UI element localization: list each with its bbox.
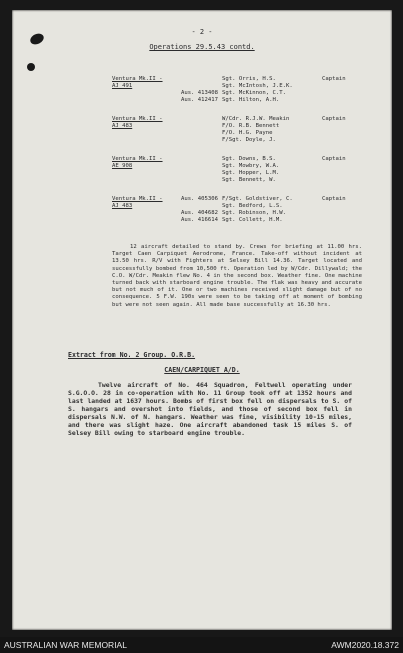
crew-line: Aus. 405306 F/Sgt. Goldstiver, C. Captain: [180, 196, 346, 202]
crew-line: Sgt. Hopper, L.M.: [222, 170, 280, 176]
aircraft-designation: Ventura Mk.II - AJ 483: [112, 116, 163, 129]
archive-footer: [0, 637, 403, 653]
footer-reference: AWM2020.18.372: [331, 640, 399, 650]
page-number: - 2 -: [191, 28, 213, 36]
crew-line: F/O. R.B. Bennett: [222, 123, 280, 129]
punch-hole: [27, 63, 35, 71]
crew-line: Sgt. Mowbry, W.A.: [222, 163, 280, 169]
operations-paragraph: 12 aircraft detailed to stand by. Crews for briefing at 11.00 hrs. Target Caen Carpiquet Aerodrome, France. Take-off without incident at 13.50 hrs. R/V with Fighters at Selsey Bill 14.36. Target located and successfully bombed from 10,500 ft. Operation led by W/Cdr. Dillywald; the C.O. W/Cdr. Meakin flew No. 4 in the second box. Weather fine. One machine turned back with starboard engine trouble. The flak was heavy and accurate but not much of it. One or two machines received slight damage but of no consequence. 5 F.W. 190s were seen to be taking off at moment of bombing but were not seen again. All made base successfully at 16.30 hrs.: [112, 244, 362, 308]
crew-line: F/Sgt. Doyle, J.: [222, 137, 276, 143]
crew-line: Aus. 412417 Sgt. Hilton, A.H.: [180, 97, 280, 103]
crew-line: Sgt. Bedford, L.S.: [222, 203, 283, 209]
aircraft-designation: Ventura Mk.II - AJ 483: [112, 196, 163, 209]
page-heading: Operations 29.5.43 contd.: [149, 43, 255, 51]
crew-line: Sgt. Bennett, W.: [222, 177, 276, 183]
aircraft-designation: Ventura Mk.II - AE 908: [112, 156, 163, 169]
document-page: [12, 10, 392, 630]
crew-list: [170, 156, 360, 184]
crew-line: Sgt. Orris, H.S. Captain: [222, 76, 346, 82]
crew-line: W/Cdr. R.J.W. Meakin Captain: [222, 116, 346, 122]
target-heading: CAEN/CARPIQUET A/D.: [164, 366, 240, 374]
crew-line: Sgt. Downs, B.S. Captain: [222, 156, 346, 162]
crew-line: Aus. 404682 Sgt. Robinson, H.W.: [180, 210, 286, 216]
crew-list: [170, 196, 360, 224]
aircraft-designation: Ventura Mk.II - AJ 491: [112, 76, 163, 89]
group-orb-paragraph: Twelve aircraft of No. 464 Squadron, Feltwell operating under S.G.O.O. 28 in co-operation with No. 11 Group took off at 1352 hours and last landed at 1637 hours. Bombs of first box fell on dispersals to S. of S. hangars and overshot into fields, and those of second box fell in dispersals N.W. of N. hangars. Weather was fine, visibility 10-15 miles, and there was slight haze. One aircraft abandoned task 15 miles S. of Selsey Bill owing to starboard engine trouble.: [68, 381, 352, 437]
crew-list: [170, 116, 360, 144]
crew-line: Aus. 416614 Sgt. Collett, H.M.: [180, 217, 283, 223]
crew-list: [170, 76, 360, 104]
crew-line: F/O. H.G. Payne: [222, 130, 273, 136]
crew-line: Sgt. McIntosh, J.E.K.: [222, 83, 293, 89]
crew-line: Aus. 413408 Sgt. McKinnon, C.T.: [180, 90, 286, 96]
footer-source: AUSTRALIAN WAR MEMORIAL: [4, 640, 127, 650]
extract-heading: Extract from No. 2 Group. O.R.B.: [68, 351, 196, 359]
